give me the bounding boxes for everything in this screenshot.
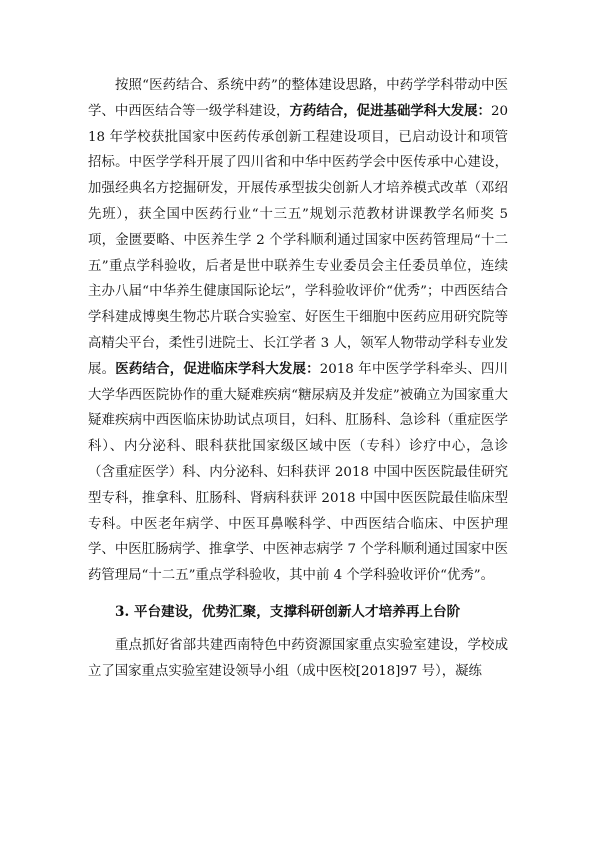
section-heading-platform-construction: 3. 平台建设，优势汇聚，支撑科研创新人才培养再上台阶	[115, 603, 461, 620]
document-page	[88, 73, 508, 685]
paragraph-discipline-construction	[88, 73, 508, 589]
paragraph-body-clinical-disciplines: 2018 年中医学学科牵头、四川大学华西医院协作的重大疑难疾病“糖尿病及并发症”被确立为国家重大疑难疾病中西医临床协助试点项目，妇科、肛肠科、急诊科（重症医学科）、内分泌科、眼科获批国家级区域中医（专科）诊疗中心，急诊（含重症医学）科、内分泌科、妇科获评 2018 中国中医医院最佳研究型专科，推拿科、肛肠科、肾病科获评 2018 中国中医医院最佳临床型专科。中医老年病学、中医耳鼻喉科学、中西医结合临床、中医护理学、中医肛肠病学、推拿学、中医神志病学 7 个学科顺利通过国家中医药管理局“十二五”重点学科验收，其中前 4 个学科验收评价“优秀”。	[88, 361, 509, 584]
bold-heading-basic-disciplines: 方药结合，促进基础学科大发展：	[289, 102, 491, 119]
paragraph-intro-text: 按照“医药结合、系统中药”的整体建设思路，中药学学科带动中医学、中西医结合等一级学科建设，	[88, 78, 508, 119]
bold-heading-clinical-disciplines: 医药结合，促进临床学科大发展：	[115, 360, 320, 377]
paragraph-body-basic-disciplines: 2018 年学校获批国家中医药传承创新工程建设项目，已启动设计和项管招标。中医学学科开展了四川省和中华中医药学会中医传承中心建设，加强经典名方挖掘研发，开展传承型拔尖创新人才培养模式改革（邓绍先班），获全国中医药行业“十三五”规划示范教材讲课教学名师奖 5 项，金匮要略、中医养生学 2 个学科顺利通过国家中医药管理局“十二五”重点学科验收，后者是世中联养生专业委员会主任委员单位，连续主办八届“中华养生健康国际论坛”，学科验收评价“优秀”；中西医结合学科建成博奥生物芯片联合实验室、好医生干细胞中医药应用研究院等高精尖平台，柔性引进院士、长江学者 3 人，领军人物带动学科专业发展。	[88, 103, 509, 377]
paragraph-key-laboratory: 重点抓好省部共建西南特色中药资源国家重点实验室建设，学校成立了国家重点实验室建设领导小组（成中医校[2018]97 号），凝练	[88, 637, 508, 679]
